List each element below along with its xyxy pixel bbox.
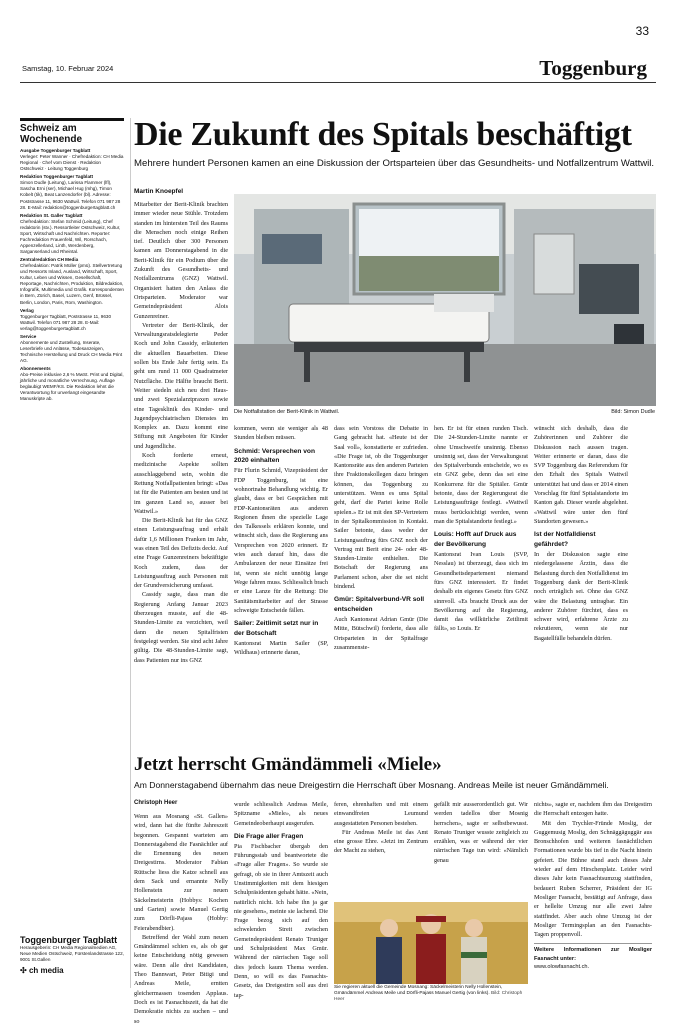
sidebar-block-text: Abonnemente und Zustellung, Inserate, Leserbriefe und Anlässe, Todesanzeigen, Technische Herstellung und Druck CH Media Print AG. <box>20 339 123 364</box>
article2-column-2 <box>234 800 328 999</box>
carnival-trio-illustration <box>334 902 528 984</box>
paragraph: kommen, wenn sie weniger als 48 Stunden bleiben müssen. <box>234 425 328 442</box>
paragraph: Mit den Trychler-Fründe Moslig, der Guggemusig Moslig, den Schnäggäguggär aus Bronschhofen und weiteren fasnächtlichen Formationen wurde bis tief in die Nacht hinein gefeiert. Die Bühne stand auch dieses Jahr wieder auf dem Hirschenplatz. Leider wird dieses Jahr kein Fasnachtsumzug stattfinden, bedauert Ruben Scherrer, Präsident der IG Mosliger Fasnacht, bestätigt auf Anfrage, dass er hellelte Umzug nur alle zwei Jahre stattfindet. Aber auch ohne Umzug ist der Mosliger Termingsplan an den Fasnachts-Tagen proppenvoll. <box>534 819 652 939</box>
sidebar-block-text: Abo-Preise inklusive 2,6 % MwSt. Print und Digital, jährliche und monatliche Verrechnung. Auflage beglaubigt WEMF/KS. Die Redaktion lehnt die Verantwortung für unverlangt eingesandte Manuskripte ab. <box>20 372 124 402</box>
section-title: Toggenburg <box>539 56 647 80</box>
article1-column-3 <box>334 424 428 748</box>
header-rule <box>20 82 656 83</box>
paragraph: Koch forderte erneut, medizinische Aspekte sollten ausschlaggebend sein, wohin die Rettung Notfallpatienten bringt: «Das ist für die Patienten am besten und ist im ganzen Land so, ausser bei Wattwil.» <box>134 452 228 515</box>
subheading: Schmid: Versprechen von 2020 einhalten <box>234 447 315 465</box>
paragraph: hen. Er ist für einen runden Tisch. Die 24-Stunden-Limite nannte er ohne Umschweife unsinnig. Ebenso unsinnig sei, dass der Verwaltungsrat des Spitalverbunds entscheide, wo es ein GNZ gebe, denn das sei eine Konkurrenz für die Spitäler. Gmür betonte, dass der Regierungsrat die Leistungsaufträge festlegt. «Wattwil muss berücksichtigt werden, wenn man die Spitalstandorte festlegt.» <box>434 425 528 525</box>
sidebar-block-text: Chefredaktion: Patrik Müller (pmü). Stellvertretung und Ressorts Inland, Ausland, Wirtschaft, Sport, Kultur, Leben und Wissen, Gesellschaft, Reportage, Nachrichten, Produktion, Bildredaktion, Infografik, Multimedia und Grafik. Korrespondenten in Bern, Zürich, Basel, Luzern, Genf, Brüssel, Berlin, London, Paris, Rom, Washington. <box>20 263 124 305</box>
article1-column-5 <box>534 424 628 748</box>
sidebar-block <box>20 148 124 172</box>
article1-headline: Die Zukunft des Spitals beschäftigt <box>134 116 632 153</box>
company-name: ch media <box>28 965 64 975</box>
article2-column-3 <box>334 800 428 900</box>
sidebar-block-heading: Redaktion Toggenburger Tagblatt <box>20 174 94 180</box>
info-link[interactable]: www.olowfasnacht.ch. <box>534 964 590 971</box>
subheading: Ist der Notfalldienst gefährdet? <box>534 531 596 549</box>
article1-lead: Mehrere hundert Personen kamen an eine Diskussion der Ortsparteien über das Gesundheits- und Notfallzentrum Wattwil. <box>134 158 655 169</box>
subheading: Louis: Hofft auf Druck aus der Bevölkerung <box>434 531 517 549</box>
article1-author: Martin Knoepfel <box>134 188 184 195</box>
sidebar-footer <box>20 935 124 975</box>
caption-credit: Bild: Christoph Heer <box>334 990 523 1002</box>
sidebar-block-heading: Redaktion St. Galler Tagblatt <box>20 212 83 218</box>
sidebar-block-heading: Verlag <box>20 307 34 313</box>
article2-author: Christoph Heer <box>134 800 178 806</box>
paragraph: Kantonsrat Martin Sailer (SP, Wildhaus) erinnerte daran, <box>234 639 328 657</box>
paragraph: gefällt mir ausserordentlich gut. Wir werden tadellos über Mosnig herrschen», sagte er selbstbewusst. Renato Truniger wusste zeitgleich zu erzählen, was er während der vier närrischen Tage tun wird: «Nämlich genau <box>434 801 528 864</box>
paragraph: nichts», sagte er, nachdem ihm das Dreigestirn die Herrschaft entzogen hatte. <box>534 801 652 818</box>
photo-credit: Bild: Simon Dudle <box>611 409 655 415</box>
paragraph: Betreffend der Wahl zum neuen Gmändämmel schien es, als ob gar keine Entscheidung nötig gewesen wäre. Denn alle drei Kandidaten, Theo Bannwart, Peter Bitigi und Andreas Meile, erntten gleichermassen tosenden Applaus. Doch es ist Fasnachtszeit, da hat die Demokratie nichts zu suchen – und so <box>134 933 228 1025</box>
sidebar-block <box>20 366 124 402</box>
paragraph: dass sein Vorstoss die Debatte in Gang gebracht hat. «Heute ist der Saal voll», konstatierte er zufrieden. «Die Frage ist, ob die Toggenburger Kantonsräte aus den anderen Parteien ihre Fraktionskollegen dazu bringen können, das Toggenburg zu unterstützen. Wenn es ums Spital geht, darf die Partei keine Rolle spielen.» Er ist mit den SP-Vertretern in der Spitalkommission in Kontakt. Sailer betonte, dass weder der Leistungsauftrag fürs GNZ noch der Vertrag mit Berit eine 24- oder 48-Stunden-Limite enthielten. Die Botschaft der Regierung ans Parlament schon, aber die sei nicht bindend. <box>334 425 428 591</box>
paragraph: Für Andreas Meile ist das Amt eine grosse Ehre. «Jetzt im Zentrum der Macht zu stehen, <box>334 828 428 855</box>
article2-column-4 <box>434 800 528 900</box>
sidebar-block <box>20 213 124 255</box>
article2-column-5 <box>534 800 652 992</box>
column-divider <box>130 118 131 988</box>
ch-media-logo: ✣ ch media <box>20 965 64 975</box>
article2-column-1 <box>134 812 228 1025</box>
sidebar-title: Schweiz am Wochenende <box>20 118 124 145</box>
article1-column-2 <box>234 424 328 748</box>
imprint-sidebar <box>20 118 124 990</box>
subheading: Sailer: Zeitlimit setzt nur in der Botschaft <box>234 620 319 638</box>
paragraph: Kantonsrat Ivan Louis (SVP, Nesslau) ist überzeugt, dass sich im Gesundheitsdepartement niemand fürs GNZ interessiert. Er findet deshalb ein eigenes Gesetz fürs GNZ sinnvoll. «Es braucht Druck aus der Bevölkerung auf die Regierung, damit das willkürliche Zeitlimit fällt», so Louis. Er <box>434 551 528 633</box>
caption-text: Sie regieren aktuell die Gemeinde Mosnang: Säckelmeisterin Nelly Hollenstein, Gmändämmel Andreas Meile und Dörfli-Pajass Manuel Gertig (von links). <box>334 985 503 996</box>
paragraph: feren, ehrenhaften und mit einem einwandfreien Leumund ausgestatteten Personen bestehen. <box>334 801 428 827</box>
paragraph: Wenn aus Mosnang «St. Gallen» wird, dann hat die fünfte Jahreszeit begonnen. Gespannt warteten am Donnerstagabend die Fasnächtler auf die Ernennung des neuen Dreigestirns. Moderator Fabian Rüttsche liess die Katze schnell aus dem Sack und ernannte Nelly Hollenstein zur neuen Säckelmeisterin (Hobbys: Kochen und Garten) sowie Manuel Gertig zum Dörfli-Pajass (Hobby: Feierabendbier). <box>134 813 228 932</box>
paragraph: Cassidy sagte, dass man die Regierung Anfang Januar 2023 überzeugen musste, auf die 48-Stunden-Limite zu verzichten, weil dann die neuen Spitalfristen festgelegt werden. Sie sind acht Jahre gültig. Die 48-Stunden-Limite sagt, dass Patienten nur ins GNZ <box>134 591 228 664</box>
paragraph: Pia Fischbacher übergab den Führungsstab und beantwortete die «Frage aller Fragen». So wurde sie gefragt, ob sie in ihrer Amtszeit auch Unstimmigkeiten mit dem hiesigen Schulpräsidenten gehabt hätte. «Nein, natürlich nicht. Ich habe ihn ja gar nie gesehen», meinte sie lachend. Die Frage bezog sich auf den schwelenden Streit zwischen Gemeindepräsident Renato Truniger und Schulpräsident Max Gmür. Während der närrischen Tage soll dies jedoch kaum Thema werden. Denn, so will es das Fasnachts-Gesetz, das Dreigestirn soll aus drei tap- <box>234 842 328 999</box>
article2-headline: Jetzt herrscht Gmändämmeli «Miele» <box>134 754 442 775</box>
paragraph: wünscht sich deshalb, dass die Zuhörerinnen und Zuhörer die Diskussion nach aussen tragen. Weiter erinnerte er daran, dass die SVP Toggenburg das Referendum für den Erhalt des Spitals Wattwil unterstützt hat und dass er 2014 einen Vorschlag für fünf Spitalstandorte im Kanton gab. Dieser wurde abgelehnt. «Wattwil wäre unter den fünf Standorten gewesen.» <box>534 425 628 525</box>
newspaper-brand: Toggenburger Tagblatt <box>20 935 118 945</box>
info-title: Weitere Informationen zur Mosliger Fasnacht unter: <box>534 947 652 962</box>
hospital-photo <box>234 194 656 406</box>
paragraph: Vertreter der Berit-Klinik, der Verwaltungsratsdelegierte Peder Koch und John Cassidy, erläuterten die aktuellen Bauarbeiten. Diese sollen bis Ende Jahr fertig sein. Es geht um rund 11 000 Quadratmeter Nutzfläche. Die Hälfte braucht Berit. Weiter siedeln sich neu drei Haus- und zwei Spezialarztpraxen sowie eine Tagesklinik des Kinder- und Jugendpsychiatrischen Dienstes im Komplex an. Dazu kommt eine Stiftung mit Angeboten für Kinder und Jugendliche. <box>134 321 228 450</box>
info-box <box>534 943 652 971</box>
sidebar-block-text: Toggenburger Tagblatt, Poststrasse 11, 9630 Wattwil. Telefon 071 987 28 28. E-Mail: verlag@toggenburgertagblatt.ch <box>20 313 111 331</box>
issue-date: Samstag, 10. Februar 2024 <box>22 64 114 73</box>
article2-lead: Am Donnerstagabend übernahm das neue Dreigestirn die Herrschaft über Mosnang. Andreas Meile ist neuer Gmändämmeli. <box>134 780 609 790</box>
sidebar-block <box>20 257 124 306</box>
carnival-photo-caption <box>334 985 528 1002</box>
sidebar-block <box>20 308 124 332</box>
paragraph: Die Berit-Klinik hat für das GNZ einen Leistungsauftrag und erhält dafür 1,6 Millionen Franken im Jahr, was einen Teil des Defizits deckt. Auf eine Frage Gunzenreiners bekräftigte Koch zudem, dass der Leistungsauftrag auch Personen mit der Grundversicherung umfasst. <box>134 517 228 590</box>
paragraph: Auch Kantonsrat Adrian Gmür (Die Mitte, Bütschwil) forderte, dass alle Ortsparteien in der Spitalfrage zusammenste- <box>334 616 428 652</box>
paragraph: wurde schliesslich Andreas Meile, Spitzname «Miele», als neues Gemeindeoberhaupt ausgerufen. <box>234 801 328 827</box>
paragraph: Mitarbeiter der Berit-Klinik brachten immer wieder neue Stühle. Trotzdem standen im hintersten Teil des Raums die Menschen noch einige Reihen tief. Deutlich über 300 Personen kamen am Donnerstagabend in die Berit-Klinik für ein Podium über die Zukunft des Gesundheits- und Notfallzentrums (GNZ) Wattwil. Organisiert hatten den Anlass die Ortsparteien. Moderator war Gemeindepräsident Alois Gunzenreiner. <box>134 201 228 320</box>
sidebar-block-heading: Zentralredaktion CH Media <box>20 257 79 263</box>
page-number: 33 <box>635 24 649 38</box>
sidebar-block-heading: Abonnements <box>20 366 51 372</box>
paragraph: In der Diskussion sagte eine niedergelassene Ärztin, dass die Belastung durch den Notfalldienst im Toggenburg dank der Berit-Klinik noch erträglich sei. Ohne das GNZ wäre die Belastung untragbar. Ein anderer Zuhörer fürchtet, dass es schwer wird, erfahrene Ärzte zu rekrutieren, wenn sie nur Bagatellfälle behandeln dürfen. <box>534 551 628 642</box>
paragraph: Für Flurin Schmid, Vizepräsident der FDP Toggenburg, ist eine wohnortnahe Behandlung wichtig. Er glaubt, dass er bei Gesprächen mit FDP-Kantonsräten aus anderen Regionen ihnen die spezielle Lage des Talkessels erklären konnte, und wünscht sich, dass die Regierung ans Versprechen von 2020 erinnert. Er wies auch darauf hin, dass die Ambulanzen der neue Einsätze frei ist, wenn sie nicht unnötig lange Wege fahren muss. Schliesslich brach er eine Lanze für die Rettung: Die Sanitätsmitarbeiter auf der Strasse schweigte Entscheide fällen. <box>234 467 328 614</box>
hospital-room-illustration <box>234 194 656 406</box>
publisher-note: Herausgeberin: CH Media Regionalmedien AG, Neue Medien Ostschweiz, Fürstenlandstrasse 122, 9001 St.Gallen <box>20 945 124 962</box>
sidebar-block-text: Chefredaktion: Stefan Schmid (Leitung), Chef redaktorin (stv.). Ressortleiter Ostschweiz, Kultur, Sport, Wirtschaft und Nachrichten. Reporter: Fachredaktion Frauenfeld, Wil, Rorschach, Appenzellerland, Linth, Werdenberg, Sarganserland und Rheintal. <box>20 218 121 254</box>
article1-column-4 <box>434 424 528 748</box>
article1-column-1 <box>134 200 228 748</box>
subheading: Gmür: Spitalverbund-VR soll entscheiden <box>334 596 425 614</box>
carnival-photo <box>334 902 528 984</box>
sidebar-block <box>20 334 124 364</box>
sidebar-block-text: Simon Dudle (Leitung), Larissa Flammer (lfl), Sascha Erni (ser), Michael Hug (mhg), Timon Kobelt (tik), Beat Lanzendorfer (bl). Adresse: Poststrasse 11, 9630 Wattwil. Telefon 071 987 28 28. E-Mail: redaktion@toggenburgertagblatt.ch <box>20 180 121 210</box>
sidebar-block-heading: Ausgabe Toggenburger Tagblatt <box>20 148 91 153</box>
sidebar-block-heading: Service <box>20 333 37 339</box>
sidebar-block-text: Verleger: Peter Wanner · Chefredaktion: CH Media Regional · Chef vom Dienst · Redaktion Ostschweiz · Leitung Toggenburg <box>20 154 124 172</box>
sidebar-block <box>20 174 124 210</box>
photo-caption: Die Notfallstation der Berit-Klinik in Wattwil. <box>234 409 340 415</box>
subheading: Die Frage aller Fragen <box>234 832 304 840</box>
